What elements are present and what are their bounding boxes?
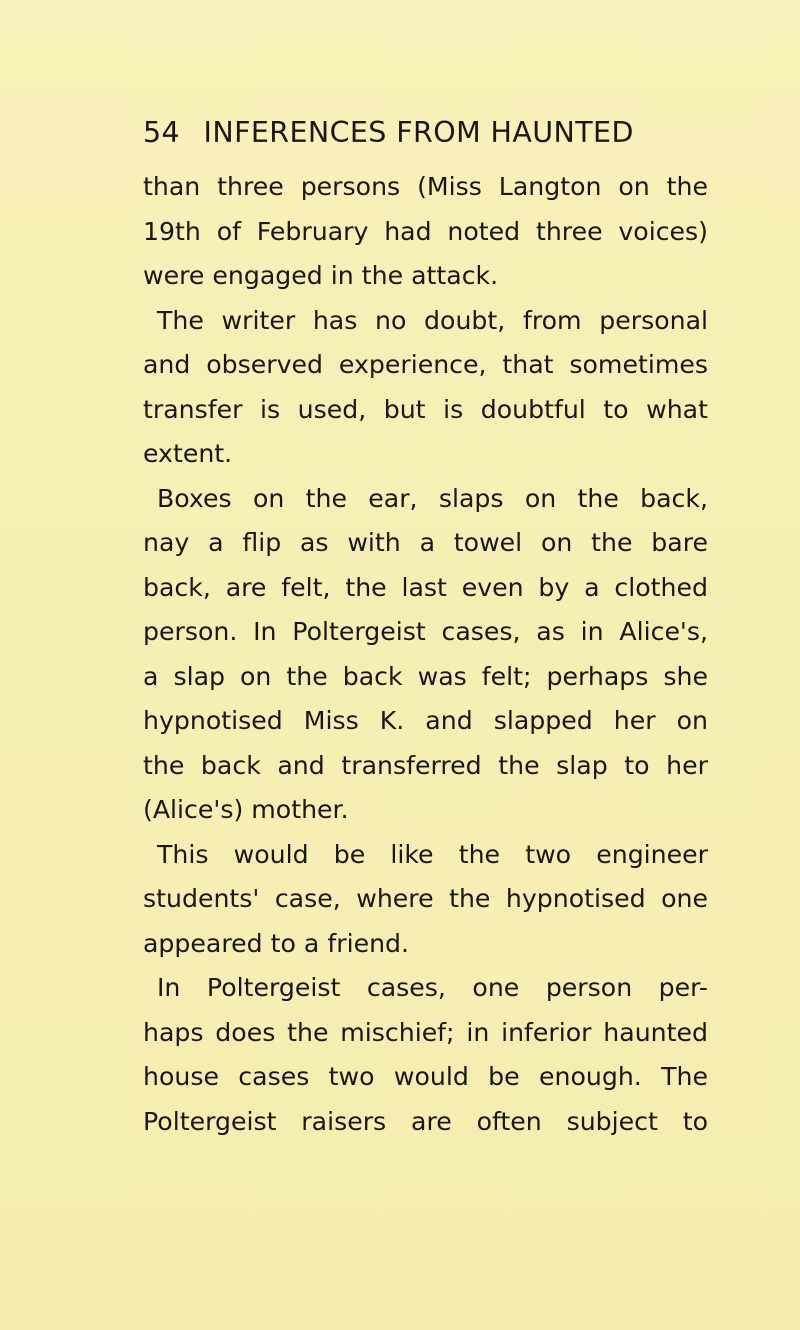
text-line: This would be like the two engineer	[157, 839, 708, 869]
text-line: Poltergeist raisers are often subject to	[143, 1106, 708, 1136]
text-line: nay a flip as with a towel on the bare	[143, 528, 708, 557]
text-line: the back and transferred the slap to her	[143, 750, 708, 780]
text-line: 19th of February had noted three voices)	[143, 216, 708, 246]
text-line: back, are felt, the last even by a clothed	[143, 572, 708, 602]
text-line: hypnotised Miss K. and slapped her on	[143, 706, 708, 735]
text-line: transfer is used, but is doubtful to what	[143, 394, 708, 424]
text-line: house cases two would be enough. The	[143, 1062, 708, 1091]
page-number: 54	[143, 116, 181, 149]
text-line: person. In Poltergeist cases, as in Alice's,	[143, 617, 708, 646]
text-line: Boxes on the ear, slaps on the back,	[157, 483, 708, 513]
text-line: In Poltergeist cases, one person per-	[157, 973, 708, 1002]
running-head	[143, 113, 703, 153]
body-text	[143, 165, 708, 1144]
text-line: extent.	[143, 439, 233, 468]
text-line: a slap on the back was felt; perhaps she	[143, 661, 708, 691]
text-line: and observed experience, that sometimes	[143, 350, 708, 379]
text-line: were engaged in the attack.	[143, 261, 499, 290]
text-line: The writer has no doubt, from personal	[157, 305, 708, 335]
text-line: students' case, where the hypnotised one	[143, 884, 708, 913]
running-title: INFERENCES FROM HAUNTED	[203, 116, 634, 149]
text-line: than three persons (Miss Langton on the	[143, 172, 708, 201]
text-line: appeared to a friend.	[143, 928, 410, 958]
text-line: haps does the mischief; in inferior haunted	[143, 1017, 708, 1047]
text-line: (Alice's) mother.	[143, 795, 349, 824]
